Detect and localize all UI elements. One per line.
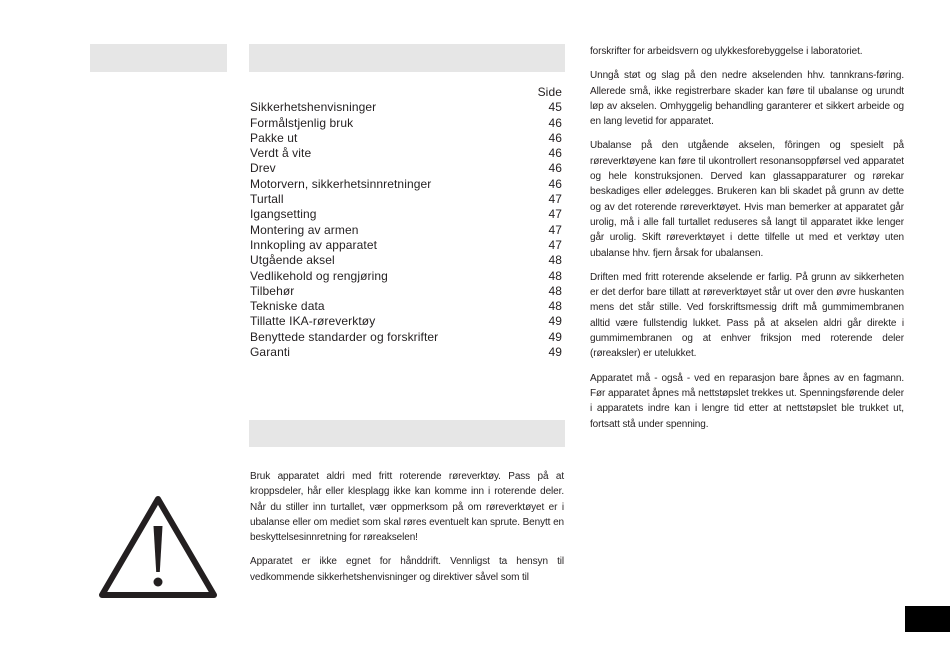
toc-page-number: 46 — [548, 115, 562, 130]
table-of-contents — [250, 85, 562, 360]
toc-row — [250, 116, 562, 131]
toc-title: Motorvern, sikkerhetsinnretninger — [250, 176, 432, 191]
toc-title: Igangsetting — [250, 207, 317, 222]
toc-row — [250, 207, 562, 222]
toc-row — [250, 100, 562, 115]
toc-row — [250, 253, 562, 268]
warning-triangle-icon — [96, 494, 220, 607]
toc-row — [250, 131, 562, 146]
safety-text-right — [590, 44, 904, 441]
header-bar-safety — [249, 420, 565, 447]
toc-row — [250, 299, 562, 314]
toc-title: Turtall — [250, 192, 284, 207]
toc-page-number: 45 — [548, 100, 562, 115]
toc-page-number: 47 — [548, 222, 562, 237]
toc-page-number: 48 — [548, 268, 562, 283]
toc-title: Montering av armen — [250, 222, 359, 237]
toc-title: Garanti — [250, 345, 291, 360]
page-number-tab — [905, 606, 950, 632]
toc-row — [250, 192, 562, 207]
toc-row — [250, 238, 562, 253]
paragraph: Apparatet må - også - ved en reparasjon bare åpnes av en fagmann. Før apparatet åpnes må nettstøpslet trekkes ut. Spenningsførende deler i apparatets indre kan i lengre tid etter at nettstøpslet ble trukket ut, fortsatt stå under spenning. — [590, 372, 904, 430]
toc-row — [250, 223, 562, 238]
toc-page-number: 46 — [548, 146, 562, 161]
toc-title: Formålstjenlig bruk — [250, 115, 354, 130]
toc-page-number: 46 — [548, 176, 562, 191]
toc-title: Benyttede standarder og forskrifter — [250, 329, 439, 344]
toc-page-number: 46 — [548, 161, 562, 176]
paragraph: Ubalanse på den utgående akselen, fôringen og spesielt på røreverktøyene kan føre til ukontrollert resonansoppførsel ved apparatet og hele konstruksjonen. Derved kan glassapparaturer og rørekar beskadiges eller ødelegges. Brukeren kan bli skadet på grunn av dette og av det roterende røreverktøyet. Hvis man bemerker at apparatet går urolig, må i alle fall turtallet reduseres så langt til apparatet ikke lenger går urolig. Skift røreverktøyet i dette tilfelle ut med et verktøy uten ubalanse hhv. fjern årsak for ubalansen. — [590, 140, 904, 259]
header-bar-left — [90, 44, 227, 72]
toc-row — [250, 314, 562, 329]
toc-page-number: 49 — [548, 314, 562, 329]
toc-row — [250, 146, 562, 161]
toc-row — [250, 345, 562, 360]
toc-title: Utgående aksel — [250, 253, 335, 268]
paragraph: Driften med fritt roterende akselende er farlig. På grunn av sikkerheten er det derfor bare tillatt at røreverktøyet står ut over den øvre huskanten mens det står stille. Ved forskriftsmessig drift må gummimembranen alltid være fullstendig lukket. Pass på at akselen aldri går direkte i gummimembranen og at enhver friksjon med roterende deler (røreaksler) er utelukket. — [590, 271, 904, 360]
toc-title: Vedlikehold og rengjøring — [250, 268, 388, 283]
toc-page-number: 48 — [548, 253, 562, 268]
toc-title: Tillatte IKA-røreverktøy — [250, 314, 376, 329]
toc-page-number: 49 — [548, 329, 562, 344]
toc-row — [250, 284, 562, 299]
toc-title: Pakke ut — [250, 130, 298, 145]
toc-page-number: 48 — [548, 283, 562, 298]
toc-title: Tekniske data — [250, 299, 325, 314]
paragraph: Unngå støt og slag på den nedre akselenden hhv. tannkrans-føring. Allerede små, ikke registrerbare skader kan føre til ubalanse og urundt løp av akselen. Omhyggelig behandling garanterer et sikkert arbeide og en lang levetid for apparatet. — [590, 70, 904, 128]
toc-title: Drev — [250, 161, 276, 176]
toc-title: Innkopling av apparatet — [250, 237, 378, 252]
toc-page-number: 46 — [548, 130, 562, 145]
toc-page-number: 47 — [548, 192, 562, 207]
toc-page-number: 49 — [548, 345, 562, 360]
toc-title: Verdt å vite — [250, 146, 312, 161]
safety-text-left — [250, 469, 564, 594]
header-bar-contents — [249, 44, 565, 72]
paragraph: forskrifter for arbeidsvern og ulykkesforebyggelse i laboratoriet. — [590, 46, 863, 57]
toc-page-number: 47 — [548, 237, 562, 252]
toc-title: Tilbehør — [250, 283, 295, 298]
paragraph: Apparatet er ikke egnet for hånddrift. Vennligst ta hensyn til vedkommende sikkerhetshenvisninger og direktiver såvel som til — [250, 556, 564, 583]
toc-page-number: 48 — [548, 299, 562, 314]
toc-row — [250, 177, 562, 192]
toc-title: Sikkerhetshenvisninger — [250, 100, 377, 115]
toc-page-number: 47 — [548, 207, 562, 222]
toc-page-header: Side — [537, 85, 562, 99]
toc-row — [250, 269, 562, 284]
toc-row — [250, 330, 562, 345]
paragraph: Bruk apparatet aldri med fritt roterende røreverktøy. Pass på at kroppsdeler, hår eller klesplagg ikke kan komme inn i roterende deler. Når du stiller inn turtallet, vær oppmerksom på om røreverktøyet er i ubalanse eller om mediet som skal røres eventuelt kan sprute. Benytt en beskyttelsesinnretning for røreakselen! — [250, 471, 564, 544]
toc-row — [250, 161, 562, 176]
